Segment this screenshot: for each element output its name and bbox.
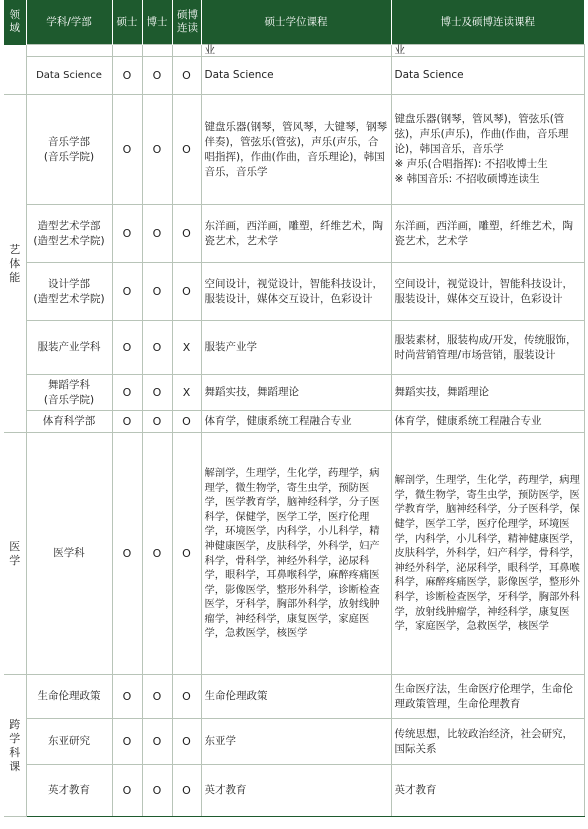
doctor-courses: Data Science — [391, 57, 584, 95]
master-mark: O — [112, 95, 142, 205]
master-courses: 空间设计，视觉设计，智能科技设计，服装设计，媒体交互设计，色彩设计 — [201, 263, 391, 321]
header-master: 硕士 — [112, 0, 142, 45]
doctor-note: ※ 声乐(合唱指挥): 不招收博士生 — [394, 158, 548, 170]
mark-cell-cut — [172, 45, 201, 57]
header-doctor-courses: 博士及硕博连读课程 — [391, 0, 584, 45]
dept-cell: 英才教育 — [26, 765, 112, 817]
doctor-courses: 解剖学，生理学，生化学，药理学，病理学，微生物学，寄生虫学，预防医学，医学教育学，脑神经科学，分子医科学，保健学，医学工学，医疗伦理学，环境医学，内科学，小儿科学，精神健康医学，皮肤科学，外科学，妇产科学，骨科学，神经外科学，泌尿科学，眼科学，耳鼻喉科学，麻醉疼痛医学，影像医学，整形外科学，诊断检查医学，牙科学，胸部外科学，放射线肿瘤学，神经科学，康复医学，家庭医学，急救医学，核医学 — [391, 433, 584, 675]
master-mark: O — [112, 375, 142, 411]
domain-cell-arts: 艺体能 — [4, 95, 26, 433]
combined-mark: X — [172, 375, 201, 411]
doctor-mark: O — [142, 57, 172, 95]
table-row-data-science — [4, 57, 584, 95]
dept-cell: 舞蹈学科 (音乐学院) — [26, 375, 112, 411]
master-courses: Data Science — [201, 57, 391, 95]
combined-mark: O — [172, 205, 201, 263]
master-mark: O — [112, 263, 142, 321]
combined-mark: O — [172, 263, 201, 321]
master-mark: O — [112, 675, 142, 719]
master-mark: O — [112, 719, 142, 765]
combined-mark: O — [172, 57, 201, 95]
dept-cell: 医学科 — [26, 433, 112, 675]
dept-cell: 体育科学部 — [26, 411, 112, 433]
header-row — [4, 0, 584, 45]
dept-cell: 设计学部 (造型艺术学院) — [26, 263, 112, 321]
dept-cell: 生命伦理政策 — [26, 675, 112, 719]
header-master-courses: 硕士学位课程 — [201, 0, 391, 45]
doctor-courses: 生命医疗法，生命医疗伦理学，生命伦理政策管理，生命伦理教育 — [391, 675, 584, 719]
dept-cell-cut — [26, 45, 112, 57]
domain-cell-prev — [4, 45, 26, 95]
table-row-cut — [4, 45, 584, 57]
table-row — [4, 205, 584, 263]
doctor-note: ※ 韩国音乐: 不招收硕博连读生 — [394, 173, 540, 185]
dept-cell: 造型艺术学部 (造型艺术学院) — [26, 205, 112, 263]
master-courses: 生命伦理政策 — [201, 675, 391, 719]
doctor-mark: O — [142, 375, 172, 411]
header-dept: 学科/学部 — [26, 0, 112, 45]
master-course-cut: 业 — [201, 45, 391, 57]
master-mark: O — [112, 205, 142, 263]
dept-cell: 服装产业学科 — [26, 321, 112, 375]
combined-mark: O — [172, 433, 201, 675]
doctor-mark: O — [142, 411, 172, 433]
combined-mark: X — [172, 321, 201, 375]
master-mark: O — [112, 411, 142, 433]
header-combined: 硕博连读 — [172, 0, 201, 45]
master-courses: 东洋画，西洋画，雕塑，纤维艺术，陶瓷艺术，艺术学 — [201, 205, 391, 263]
master-mark: O — [112, 321, 142, 375]
program-table — [4, 0, 585, 817]
combined-mark: O — [172, 411, 201, 433]
master-mark: O — [112, 57, 142, 95]
doctor-courses: 传统思想，比较政治经济，社会研究，国际关系 — [391, 719, 584, 765]
domain-cell-medicine: 医学 — [4, 433, 26, 675]
mark-cell-cut — [142, 45, 172, 57]
combined-mark: O — [172, 95, 201, 205]
master-courses: 服装产业学 — [201, 321, 391, 375]
doctor-mark: O — [142, 433, 172, 675]
doctor-courses: 体育学，健康系统工程融合专业 — [391, 411, 584, 433]
table-row — [4, 675, 584, 719]
domain-cell-cross: 跨学科课 — [4, 675, 26, 817]
doctor-courses: 英才教育 — [391, 765, 584, 817]
dept-cell: 东亚研究 — [26, 719, 112, 765]
table-row — [4, 375, 584, 411]
master-courses: 舞蹈实技，舞蹈理论 — [201, 375, 391, 411]
master-mark: O — [112, 765, 142, 817]
doctor-mark: O — [142, 321, 172, 375]
doctor-mark: O — [142, 719, 172, 765]
combined-mark: O — [172, 765, 201, 817]
doctor-courses: 舞蹈实技，舞蹈理论 — [391, 375, 584, 411]
table-row-medicine — [4, 433, 584, 675]
doctor-mark: O — [142, 765, 172, 817]
combined-mark: O — [172, 675, 201, 719]
table-row — [4, 411, 584, 433]
master-courses: 东亚学 — [201, 719, 391, 765]
doctor-course-list: 键盘乐器(钢琴，管风琴)，管弦乐(管弦)，声乐(声乐)，作曲(作曲，音乐理论)，韩国音乐，音乐学 — [394, 113, 569, 155]
master-courses: 解剖学，生理学，生化学，药理学，病理学，微生物学，寄生虫学，预防医学，医学教育学，脑神经科学，分子医科学，保健学，医学工学，医疗伦理学，环境医学，内科学，小儿科学，精神健康医学，皮肤科学，外科学，妇产科学，骨科学，神经外科学，泌尿科学，眼科学，耳鼻喉科学，麻醉疼痛医学，影像医学，整形外科学，诊断检查医学，牙科学，胸部外科学，放射线肿瘤学，神经科学，康复医学，家庭医学，急救医学，核医学 — [201, 433, 391, 675]
dept-cell: 音乐学部 (音乐学院) — [26, 95, 112, 205]
header-domain: 领域 — [4, 0, 26, 45]
table-row — [4, 95, 584, 205]
master-mark: O — [112, 433, 142, 675]
combined-mark: O — [172, 719, 201, 765]
doctor-mark: O — [142, 95, 172, 205]
header-doctor: 博士 — [142, 0, 172, 45]
table-row — [4, 765, 584, 817]
doctor-courses: 空间设计，视觉设计，智能科技设计，服装设计，媒体交互设计，色彩设计 — [391, 263, 584, 321]
doctor-courses — [391, 95, 584, 205]
table-row — [4, 263, 584, 321]
table-row — [4, 719, 584, 765]
doctor-mark: O — [142, 263, 172, 321]
doctor-courses: 东洋画，西洋画，雕塑，纤维艺术，陶瓷艺术，艺术学 — [391, 205, 584, 263]
doctor-mark: O — [142, 675, 172, 719]
table-row — [4, 321, 584, 375]
doctor-mark: O — [142, 205, 172, 263]
doctor-courses: 服装素材，服装构成/开发，传统服饰，时尚营销管理/市场营销，服装设计 — [391, 321, 584, 375]
doctor-course-cut: 业 — [391, 45, 584, 57]
master-courses: 体育学，健康系统工程融合专业 — [201, 411, 391, 433]
mark-cell-cut — [112, 45, 142, 57]
master-courses: 键盘乐器(钢琴，管风琴，大键琴，钢琴伴奏)，管弦乐(管弦)，声乐(声乐，合唱指挥)，作曲(作曲，音乐理论)，韩国音乐，音乐学 — [201, 95, 391, 205]
dept-cell: Data Science — [26, 57, 112, 95]
master-courses: 英才教育 — [201, 765, 391, 817]
